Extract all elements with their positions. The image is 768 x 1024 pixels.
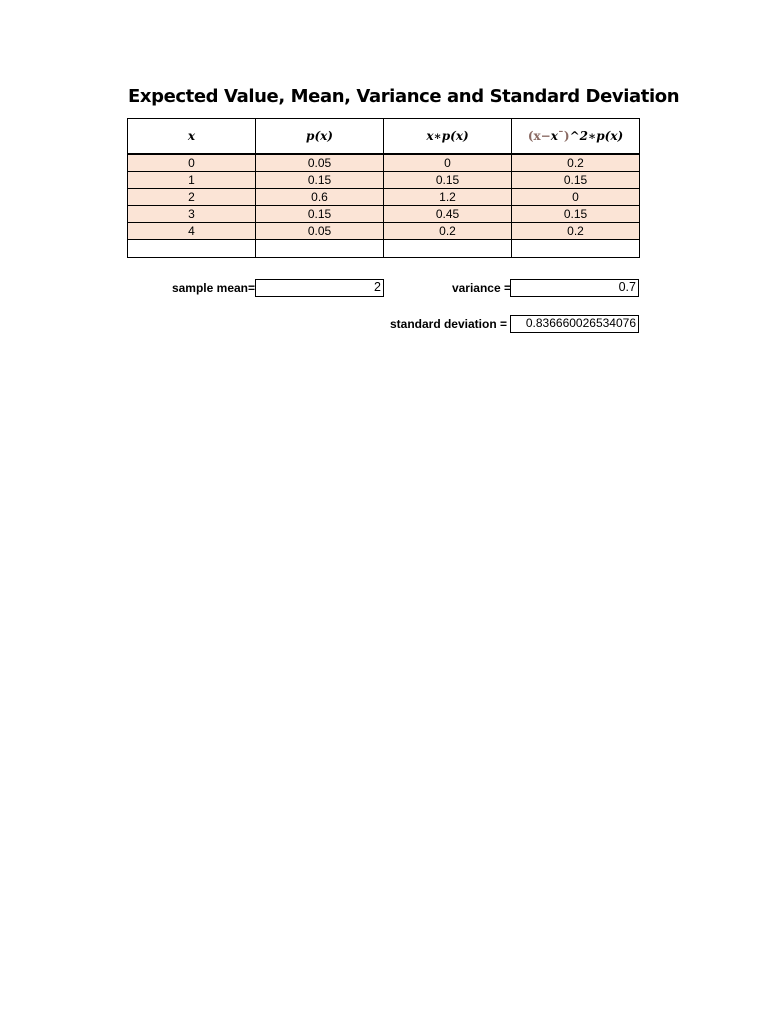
cell-px[interactable]: 0.6 bbox=[256, 189, 384, 206]
cell-px[interactable]: 0.15 bbox=[256, 172, 384, 189]
empty-row bbox=[128, 240, 640, 258]
cell-deviation[interactable]: 0.2 bbox=[512, 223, 640, 240]
cell-xpx[interactable]: 1.2 bbox=[384, 189, 512, 206]
cell-xpx[interactable]: 0 bbox=[384, 154, 512, 172]
variance-label: variance = bbox=[451, 281, 511, 295]
cell-px[interactable]: 0.05 bbox=[256, 223, 384, 240]
table-row bbox=[128, 154, 640, 172]
cell-deviation[interactable]: 0.15 bbox=[512, 172, 640, 189]
probability-table bbox=[127, 118, 640, 258]
empty-cell[interactable] bbox=[256, 240, 384, 258]
cell-xpx[interactable]: 0.45 bbox=[384, 206, 512, 223]
cell-xpx[interactable]: 0.2 bbox=[384, 223, 512, 240]
cell-px[interactable]: 0.05 bbox=[256, 154, 384, 172]
column-header-deviation[interactable]: (x−x¯)^2∗p(x) bbox=[512, 119, 640, 155]
table-row bbox=[128, 206, 640, 223]
cell-deviation[interactable]: 0 bbox=[512, 189, 640, 206]
table-row bbox=[128, 189, 640, 206]
standard-deviation-value[interactable]: 0.836660026534076 bbox=[510, 315, 639, 333]
cell-px[interactable]: 0.15 bbox=[256, 206, 384, 223]
empty-cell[interactable] bbox=[512, 240, 640, 258]
empty-cell[interactable] bbox=[384, 240, 512, 258]
column-header-x[interactable]: x bbox=[128, 119, 256, 155]
cell-x[interactable]: 1 bbox=[128, 172, 256, 189]
column-header-px[interactable]: p(x) bbox=[256, 119, 384, 155]
cell-x[interactable]: 3 bbox=[128, 206, 256, 223]
cell-x[interactable]: 2 bbox=[128, 189, 256, 206]
variance-value[interactable]: 0.7 bbox=[510, 279, 639, 297]
table-row bbox=[128, 223, 640, 240]
cell-x[interactable]: 0 bbox=[128, 154, 256, 172]
sample-mean-value[interactable]: 2 bbox=[255, 279, 384, 297]
page-title: Expected Value, Mean, Variance and Standard Deviation bbox=[128, 86, 680, 107]
table-header-row bbox=[128, 119, 640, 155]
column-header-xpx[interactable]: x∗p(x) bbox=[384, 119, 512, 155]
cell-deviation[interactable]: 0.15 bbox=[512, 206, 640, 223]
cell-x[interactable]: 4 bbox=[128, 223, 256, 240]
cell-xpx[interactable]: 0.15 bbox=[384, 172, 512, 189]
cell-deviation[interactable]: 0.2 bbox=[512, 154, 640, 172]
standard-deviation-label: standard deviation = bbox=[389, 317, 507, 331]
table-row bbox=[128, 172, 640, 189]
empty-cell[interactable] bbox=[128, 240, 256, 258]
sample-mean-label: sample mean= bbox=[171, 281, 255, 295]
